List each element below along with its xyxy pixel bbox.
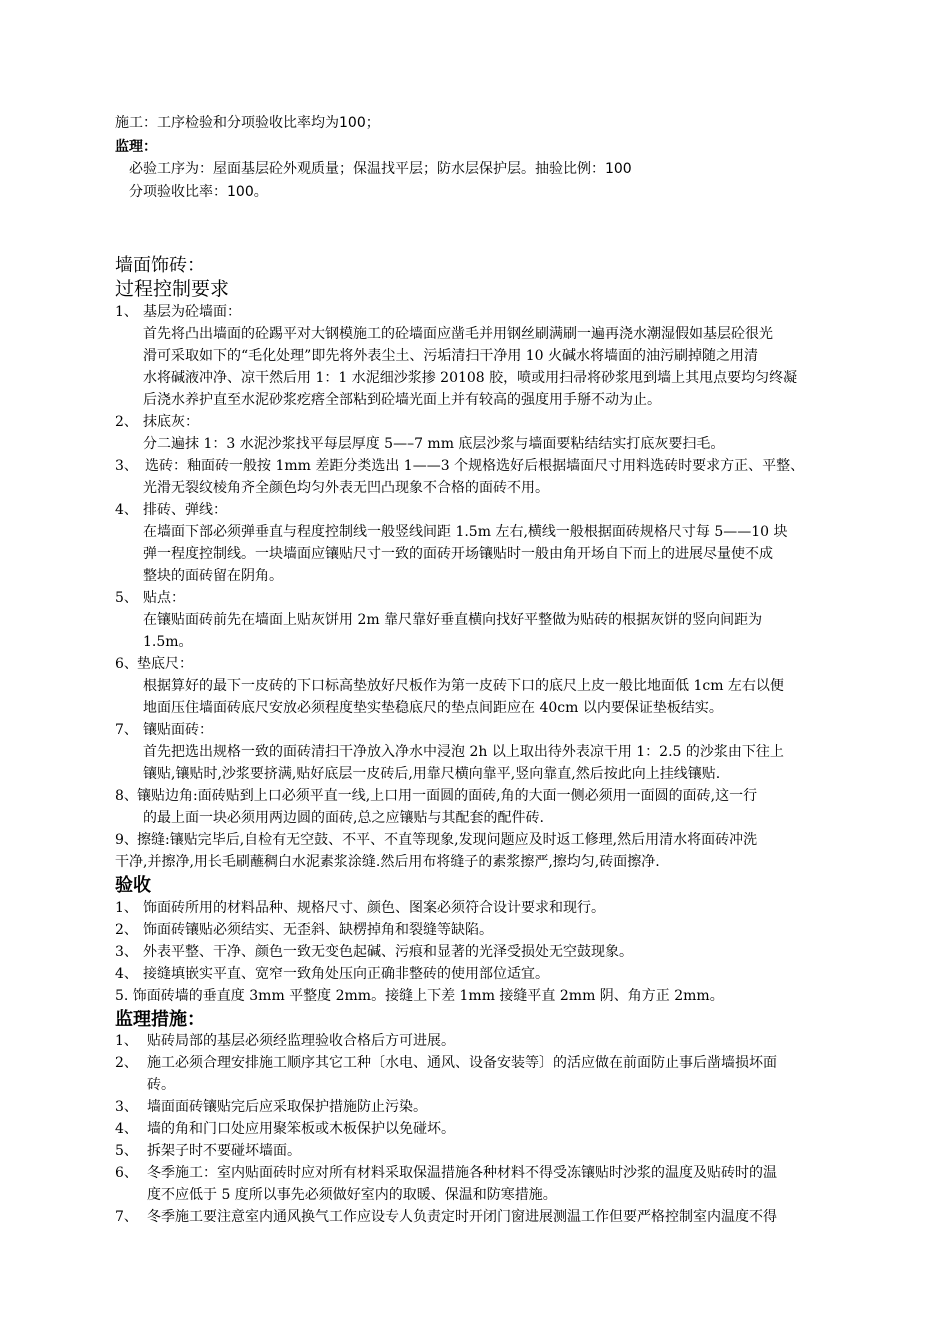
supervision-item-3-num: 3、: [115, 1099, 138, 1115]
supervision-item-2-line-1: 施工必须合理安排施工顺序其它工种〔水电、通风、设备安装等〕的活应做在前面防止事后凿墙损坏面: [147, 1055, 777, 1071]
wall-item-2-line-1: 分二遍抹 1：3 水泥沙浆找平每层厚度 5—–7 mm 底层沙浆与墙面要粘结结实打底灰要扫毛。: [143, 436, 725, 452]
acceptance-item-2-num: 2、: [115, 922, 138, 938]
acceptance-item-1-num: 1、: [115, 900, 138, 916]
acceptance-item-4-num: 4、: [115, 966, 138, 982]
supervision-item-6-line-1: 冬季施工：室内贴面砖时应对所有材料采取保温措施各种材料不得受冻镶贴时沙浆的温度及贴砖时的温: [147, 1165, 777, 1181]
supervision-item-2-line-2: 砖。: [147, 1077, 175, 1093]
wall-item-2-num: 2、: [115, 414, 138, 430]
wall-item-1-line-2: 滑可采取如下的“毛化处理”即先将外表尘土、污垢清扫干净用 10 火碱水将墙面的油污刷掉随之用清: [143, 348, 759, 364]
wall-item-5-num: 5、: [115, 590, 138, 606]
wall-item-9-num: 9、: [115, 832, 138, 848]
acceptance-item-1: 饰面砖所用的材料品种、规格尺寸、颜色、图案必须符合设计要求和现行。: [143, 900, 605, 916]
wall-item-1-line-3: 水将碱液冲净、凉干然后用 1：1 水泥细沙浆掺 20108 胶，喷或用扫帚将砂浆甩到墙上其甩点要均匀终凝: [143, 370, 798, 386]
supervision-item-1: 贴砖局部的基层必须经监理验收合格后方可进展。: [147, 1033, 455, 1049]
wall-item-1-label: 基层为砼墙面：: [143, 304, 241, 320]
acceptance-item-2: 饰面砖镶贴必须结实、无歪斜、缺楞掉角和裂缝等缺陷。: [143, 922, 493, 938]
wall-item-6-line-1: 根据算好的最下一皮砖的下口标高垫放好尺板作为第一皮砖下口的底尺上皮一般比地面低 1cm 左右以便: [143, 678, 784, 694]
wall-item-8-num: 8、: [115, 788, 138, 804]
wall-item-4-line-2: 弹一程度控制线。一块墙面应镶贴尺寸一致的面砖开场镶贴时一般由角开场自下而上的进展尽量使不成: [143, 546, 773, 562]
wall-item-4-label: 排砖、弹线：: [143, 502, 227, 518]
supervision-item-1-num: 1、: [115, 1033, 138, 1049]
process-title: 过程控制要求: [115, 278, 230, 300]
supervision-item-3: 墙面面砖镶贴完后应采取保护措施防止污染。: [147, 1099, 427, 1115]
top-line-3: 必验工序为：屋面基层砼外观质量；保温找平层；防水层保护层。抽验比例：100: [129, 161, 632, 177]
wall-item-7-line-2: 镶贴,镶贴时,沙浆要挤满,贴好底层一皮砖后,用靠尺横向靠平,竖向靠直,然后按此向上挂线镶贴.: [143, 766, 721, 782]
supervision-title: 监理措施：: [115, 1009, 205, 1030]
supervision-item-5: 拆架子时不要碰坏墙面。: [147, 1143, 301, 1159]
supervision-item-4-num: 4、: [115, 1121, 138, 1137]
acceptance-title: 验收: [115, 875, 151, 896]
wall-item-8-label: 镶贴边角:面砖贴到上口必须平直一线,上口用一面圆的面砖,角的大面一侧必须用一面圆的面砖,这一行: [137, 788, 758, 804]
top-line-4: 分项验收比率：100。: [129, 184, 268, 200]
acceptance-item-5: 5. 饰面砖墙的垂直度 3mm 平整度 2mm。接缝上下差 1mm 接缝平直 2mm 阴、角方正 2mm。: [115, 988, 724, 1004]
wall-item-7-num: 7、: [115, 722, 138, 738]
supervision-item-5-num: 5、: [115, 1143, 138, 1159]
acceptance-item-3: 外表平整、干净、颜色一致无变色起碱、污痕和显著的光泽受损处无空鼓现象。: [143, 944, 633, 960]
top-line-1: 施工：工序检验和分项验收比率均为100；: [115, 115, 380, 131]
wall-item-2-label: 抹底灰：: [143, 414, 199, 430]
wall-item-4-num: 4、: [115, 502, 138, 518]
acceptance-item-4: 接缝填嵌实平直、宽窄一致角处压向正确非整砖的使用部位适宜。: [143, 966, 549, 982]
wall-item-5-label: 贴点：: [143, 590, 185, 606]
wall-item-8-line-1: 的最上面一块必须用两边圆的面砖,总之应镶贴与其配套的配件砖.: [143, 810, 544, 826]
supervision-item-7-line-1: 冬季施工要注意室内通风换气工作应设专人负责定时开闭门窗进展测温工作但要严格控制室内温度不得: [147, 1209, 777, 1225]
supervision-item-7-num: 7、: [115, 1209, 138, 1225]
supervision-item-6-line-2: 度不应低于 5 度所以事先必须做好室内的取暖、保温和防寒措施。: [147, 1187, 557, 1203]
wall-item-6-line-2: 地面压住墙面砖底尺安放必须程度垫实垫稳底尺的垫点间距应在 40cm 以内要保证垫板结实。: [143, 700, 723, 716]
wall-item-3-label: 选砖：釉面砖一般按 1mm 差距分类选出 1——3 个规格选好后根据墙面尺寸用料选砖时要求方正、平整、: [145, 458, 805, 474]
wall-item-7-label: 镶贴面砖：: [143, 722, 213, 738]
wall-item-9-line-1: 干净,并擦净,用长毛刷蘸稠白水泥素浆涂缝.然后用布将缝子的素浆擦严,擦均匀,砖面擦净.: [115, 854, 660, 870]
wall-item-3-line-1: 光滑无裂纹棱角齐全颜色均匀外表无凹凸现象不合格的面砖不用。: [143, 480, 549, 496]
wall-item-1-line-4: 后浇水养护直至水泥砂浆疙瘩全部粘到砼墙光面上并有较高的强度用手掰不动为止。: [143, 392, 661, 408]
acceptance-item-3-num: 3、: [115, 944, 138, 960]
wall-item-4-line-1: 在墙面下部必须弹垂直与程度控制线一般竖线间距 1.5m 左右,横线一般根据面砖规格尺寸每 5——10 块: [143, 524, 788, 540]
top-line-2: 监理：: [115, 139, 157, 155]
wall-item-1-line-1: 首先将凸出墙面的砼踢平对大钢模施工的砼墙面应凿毛并用钢丝刷满刷一遍再浇水潮湿假如基层砼很光: [143, 326, 773, 342]
supervision-item-4: 墙的角和门口处应用聚笨板或木板保护以免碰坏。: [147, 1121, 455, 1137]
supervision-item-6-num: 6、: [115, 1165, 138, 1181]
wall-item-7-line-1: 首先把选出规格一致的面砖清扫干净放入净水中浸泡 2h 以上取出待外表凉干用 1：2.5 的沙浆由下往上: [143, 744, 784, 760]
wall-item-9-label: 擦缝:镶贴完毕后,自检有无空鼓、不平、不直等现象,发现问题应及时返工修理,然后用清水将面砖冲洗: [137, 832, 758, 848]
wall-item-5-line-1: 在镶贴面砖前先在墙面上贴灰饼用 2m 靠尺靠好垂直横向找好平整做为贴砖的根据灰饼的竖向间距为: [143, 612, 763, 628]
wall-item-1-num: 1、: [115, 304, 138, 320]
wall-item-5-line-2: 1.5m。: [143, 634, 193, 650]
wall-item-3-num: 3、: [115, 458, 138, 474]
wall-item-6-num: 6、: [115, 656, 138, 672]
supervision-item-2-num: 2、: [115, 1055, 138, 1071]
wall-item-6-label: 垫底尺：: [137, 656, 193, 672]
wall-item-4-line-3: 整块的面砖留在阴角。: [143, 568, 283, 584]
wall-title: 墙面饰砖：: [115, 255, 205, 276]
